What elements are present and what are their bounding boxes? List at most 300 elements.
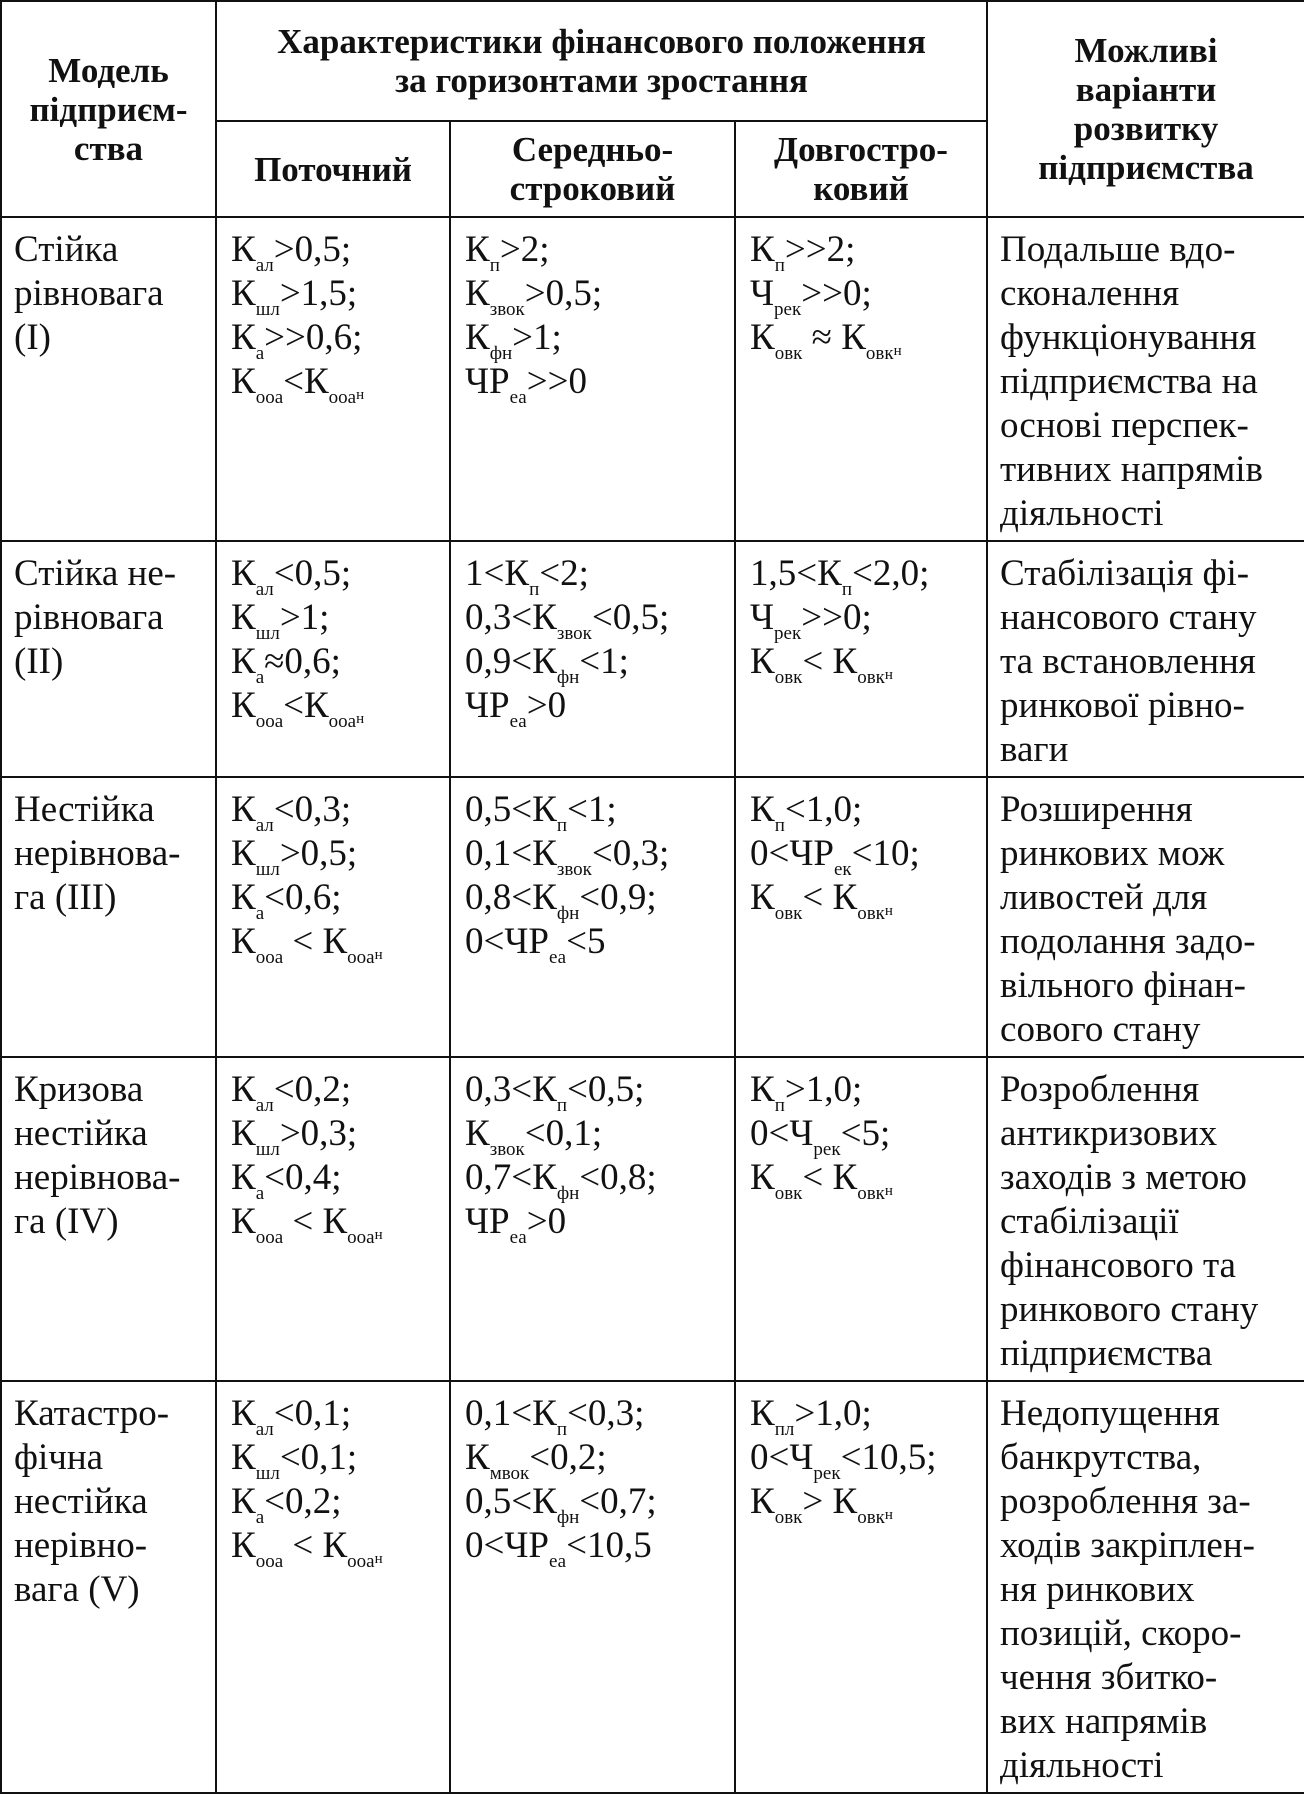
condition-line [465,1112,724,1160]
condition-subscript: ооа [255,1551,284,1572]
condition-value: <0,2; [273,1069,352,1110]
condition-line [465,596,724,644]
condition-symbol: К [465,273,490,314]
current-cell [216,217,450,541]
condition-symbol: К [532,789,557,830]
condition-subsubscript: н [374,1227,383,1243]
variant-cell [987,1057,1304,1381]
header-current [216,121,450,217]
condition-prefix: 0,3< [465,597,533,638]
condition-subscript: а [255,1183,265,1204]
condition-value: <0,3; [273,789,352,830]
condition-line [750,596,976,644]
condition-symbol: Ч [750,273,775,314]
condition-line [465,1200,724,1248]
condition-subscript: п [841,579,852,600]
condition-line [465,552,724,600]
condition-value: < К [283,1201,348,1242]
condition-prefix: 0,7< [465,1157,533,1198]
condition-line [465,920,724,968]
condition-symbol: ЧР [504,921,549,962]
condition-subscript: а [255,1507,265,1528]
condition-prefix: 1< [465,553,505,594]
condition-symbol: К [231,229,256,270]
condition-value: <0,1; [279,1437,358,1478]
condition-value: <0,6; [264,877,342,918]
condition-symbol: К [231,553,256,594]
condition-subscript: шл [255,623,280,644]
condition-value: < К [802,877,858,918]
condition-value: <5; [840,1113,891,1154]
condition-line [231,272,439,320]
midterm-cell [450,1381,735,1793]
condition-subscript: звок [556,623,592,644]
condition-symbol: К [532,1393,557,1434]
condition-value: <2; [539,553,589,594]
condition-line [750,1480,976,1528]
header-variants-text: Можливі варіанти розвитку підприємства [1038,31,1254,187]
condition-subscript: п [774,1095,785,1116]
condition-subscript: рек [774,299,802,320]
condition-subscript: рек [813,1463,841,1484]
condition-symbol: К [532,833,557,874]
condition-value: <5 [566,921,606,962]
condition-value: <К [283,685,329,726]
header-current-text: Поточний [254,149,412,189]
condition-subsubscript: н [884,1507,893,1523]
condition-prefix: 0< [465,921,505,962]
condition-line [231,1524,439,1572]
condition-prefix: 0,9< [465,641,533,682]
condition-symbol: К [750,789,775,830]
condition-subscript: а [255,903,265,924]
condition-subscript: еа [549,1551,567,1572]
model-cell [1,777,216,1057]
condition-value: >1; [279,597,330,638]
condition-line [465,228,724,276]
table-row [1,777,1304,1057]
condition-value: < К [283,1525,348,1566]
condition-line [750,640,976,688]
condition-subscript-2: овк [857,1507,885,1528]
condition-subsubscript: н [884,667,893,683]
condition-line [231,596,439,644]
condition-symbol: К [750,1157,775,1198]
condition-symbol: ЧР [465,685,510,726]
condition-line [750,788,976,836]
current-cell [216,777,450,1057]
condition-line [750,832,976,880]
condition-subscript: рек [774,623,802,644]
condition-subscript: овк [774,667,803,688]
condition-subscript: фн [556,903,580,924]
condition-value: < К [283,921,348,962]
condition-symbol: К [231,877,256,918]
header-longterm [735,121,987,217]
condition-symbol: К [750,1481,775,1522]
condition-value: < К [802,641,858,682]
condition-subscript: п [774,255,785,276]
condition-subscript: ал [255,1095,274,1116]
condition-value: >>0 [526,361,587,402]
condition-subsubscript: н [374,1551,383,1567]
header-model-text: Модель підприєм- ства [29,50,188,168]
condition-subscript: звок [556,859,592,880]
condition-value: >1,0; [784,1069,863,1110]
condition-value: >>2; [784,229,856,270]
variant-cell [987,1381,1304,1793]
midterm-cell [450,217,735,541]
condition-line [465,360,724,408]
condition-subscript: фн [556,667,580,688]
current-cell [216,1057,450,1381]
longterm-cell [735,777,987,1057]
condition-symbol: К [465,1437,490,1478]
condition-value: >2; [499,229,550,270]
condition-symbol: К [231,789,256,830]
condition-symbol: К [231,833,256,874]
condition-value: >0,3; [279,1113,358,1154]
condition-value: < К [802,1157,858,1198]
condition-value: <0,4; [264,1157,342,1198]
condition-value: >0 [526,685,567,726]
condition-subscript: фн [556,1183,580,1204]
condition-symbol: К [231,1069,256,1110]
condition-symbol: К [750,641,775,682]
condition-subscript: ооа [255,1227,284,1248]
condition-value: <0,5; [591,597,670,638]
condition-value: <10,5; [840,1437,937,1478]
condition-symbol: К [465,229,490,270]
condition-line [231,316,439,364]
condition-value: <К [283,361,329,402]
condition-symbol: ЧР [504,1525,549,1566]
midterm-cell [450,541,735,777]
condition-prefix: 0,3< [465,1069,533,1110]
condition-symbol: К [750,1069,775,1110]
model-cell-text: Стійка рівновага (I) [14,229,164,358]
condition-symbol: К [750,317,775,358]
model-cell [1,217,216,541]
table-row [1,217,1304,541]
condition-symbol: К [532,597,557,638]
condition-subscript: п [556,1419,567,1440]
condition-prefix: 0,1< [465,833,533,874]
longterm-cell [735,217,987,541]
condition-symbol: К [231,1393,256,1434]
condition-value: <0,3; [591,833,670,874]
condition-value: <0,5; [566,1069,645,1110]
condition-value: >0,5; [524,273,603,314]
condition-line [750,876,976,924]
condition-subscript: ооа [255,711,284,732]
condition-line [750,552,976,600]
condition-symbol: К [532,1069,557,1110]
condition-value: <0,2; [264,1481,342,1522]
condition-symbol: К [750,877,775,918]
header-midterm [450,121,735,217]
condition-symbol: К [465,317,490,358]
condition-line [465,1392,724,1440]
condition-value: <1; [566,789,617,830]
condition-value: ≈0,6; [264,641,341,682]
condition-symbol: К [231,1201,256,1242]
header-characteristics-text: Характеристики фінансового положення за горизонтами зростання [277,22,926,100]
condition-line [231,920,439,968]
condition-value: <10; [851,833,920,874]
condition-symbol: Ч [789,1437,814,1478]
condition-value: <0,8; [579,1157,657,1198]
model-cell [1,1381,216,1793]
variant-cell-text: Стабілізація фі- нансового стану та встановлення ринкової рівно- ваги [1000,553,1257,770]
header-variants [987,1,1304,217]
condition-subsubscript: н [356,711,365,727]
condition-line [231,1392,439,1440]
condition-line [465,684,724,732]
condition-prefix: 1,5< [750,553,818,594]
condition-symbol: К [231,1113,256,1154]
condition-subsubscript: н [356,387,365,403]
header-model [1,1,216,217]
condition-symbol: Ч [750,597,775,638]
condition-subscript: фн [489,343,513,364]
condition-value: <1; [579,641,629,682]
condition-subscript: рек [813,1139,841,1160]
condition-subscript: шл [255,1139,280,1160]
condition-value: >>0; [801,273,872,314]
condition-symbol: К [465,1113,490,1154]
condition-symbol: К [532,641,557,682]
condition-value: >1,0; [794,1393,872,1434]
condition-subscript: п [556,1095,567,1116]
condition-subscript: п [529,579,540,600]
table-row [1,541,1304,777]
condition-symbol: К [231,921,256,962]
condition-subsubscript: н [884,1183,893,1199]
condition-line [231,360,439,408]
condition-value: ≈ К [802,317,866,358]
condition-subscript: овк [774,1507,803,1528]
condition-symbol: К [231,1157,256,1198]
condition-symbol: К [750,229,775,270]
condition-symbol: К [231,1437,256,1478]
condition-value: <10,5 [566,1525,652,1566]
condition-line [465,1156,724,1204]
variant-cell [987,217,1304,541]
condition-subscript: ал [255,1419,274,1440]
model-cell-text: Катастро- фічна нестійка нерівно- вага (V) [14,1393,170,1610]
condition-value: <0,7; [579,1481,657,1522]
condition-value: <0,1; [524,1113,603,1154]
condition-subscript: овк [774,343,803,364]
condition-line [465,316,724,364]
current-cell [216,541,450,777]
condition-symbol: К [231,685,256,726]
midterm-cell [450,777,735,1057]
condition-subscript: ал [255,255,274,276]
condition-symbol: К [532,1481,557,1522]
model-cell [1,1057,216,1381]
condition-symbol: ЧР [465,361,510,402]
table-body [1,217,1304,1793]
condition-prefix: 0,1< [465,1393,533,1434]
condition-subscript: ооа [255,947,284,968]
condition-prefix: 0< [750,833,790,874]
header-midterm-text: Середньо- строковий [509,130,676,208]
condition-subscript: еа [509,387,527,408]
condition-subscript: п [774,815,785,836]
variant-cell [987,541,1304,777]
condition-subscript: еа [549,947,567,968]
condition-subscript-2: ооа [347,947,375,968]
condition-line [465,1524,724,1572]
condition-line [750,228,976,276]
condition-symbol: К [231,1525,256,1566]
condition-line [231,1156,439,1204]
condition-subsubscript: н [374,947,383,963]
condition-value: >>0; [801,597,872,638]
condition-line [231,832,439,880]
condition-line [465,788,724,836]
condition-line [465,640,724,688]
condition-line [465,272,724,320]
condition-subscript: овк [774,903,803,924]
header-row-1 [1,1,1304,121]
condition-line [231,788,439,836]
variant-cell-text: Подальше вдо- сконалення функціонування підприємства на основі перспек- тивних напрямів діяльності [1000,229,1264,534]
variant-cell-text: Недопущення банкрутства, розроблення за- ходів закріплен- ня ринкових позицій, скоро- чення збитко- вих напрямів діяльності [1000,1393,1255,1786]
condition-prefix: 0,5< [465,789,533,830]
condition-symbol: ЧР [465,1201,510,1242]
condition-subscript-2: ооа [347,1227,375,1248]
header-characteristics [216,1,987,121]
longterm-cell [735,1381,987,1793]
condition-subscript: шл [255,1463,280,1484]
condition-value: <2,0; [851,553,930,594]
condition-symbol: К [231,597,256,638]
condition-line [231,1112,439,1160]
table-row [1,1381,1304,1793]
condition-subscript-2: овк [865,343,894,364]
condition-subscript: еа [509,711,527,732]
condition-line [465,832,724,880]
condition-symbol: К [817,553,842,594]
condition-line [750,1392,976,1440]
condition-subscript-2: ооа [328,387,357,408]
condition-line [231,1068,439,1116]
condition-line [750,1112,976,1160]
current-cell [216,1381,450,1793]
condition-value: <0,2; [529,1437,607,1478]
condition-line [750,1436,976,1484]
condition-line [750,1156,976,1204]
condition-subscript: шл [255,299,280,320]
condition-subscript: фн [556,1507,580,1528]
midterm-cell [450,1057,735,1381]
condition-symbol: К [532,1157,557,1198]
condition-subscript: ал [255,579,274,600]
condition-symbol: К [231,317,256,358]
condition-value: <0,9; [579,877,657,918]
condition-line [231,1480,439,1528]
condition-symbol: К [231,361,256,402]
condition-subscript: ал [255,815,274,836]
variant-cell-text: Розроблення антикризових заходів з метою стабілізації фінансового та ринкового стану підприємства [1000,1069,1259,1374]
condition-prefix: 0< [750,1437,790,1478]
condition-subscript-2: овк [857,903,885,924]
condition-subscript: мвок [489,1463,530,1484]
condition-prefix: 0< [750,1113,790,1154]
condition-line [465,1480,724,1528]
condition-line [750,272,976,320]
condition-line [231,228,439,276]
condition-prefix: 0< [465,1525,505,1566]
longterm-cell [735,1057,987,1381]
condition-symbol: К [231,641,256,682]
condition-subscript: п [556,815,567,836]
model-cell-text: Стійка не- рівновага (II) [14,553,177,682]
condition-line [465,1436,724,1484]
condition-line [231,684,439,732]
condition-value: >0,5; [279,833,358,874]
condition-value: >0 [526,1201,567,1242]
condition-prefix: 0,5< [465,1481,533,1522]
condition-subscript: п [489,255,500,276]
header-longterm-text: Довгостро- ковий [774,130,948,208]
condition-value: <0,5; [273,553,352,594]
condition-symbol: Ч [789,1113,814,1154]
variant-cell-text: Розширення ринкових мож ливостей для подолання задо- вільного фінан- сового стану [1000,789,1256,1050]
condition-subscript-2: овк [857,667,885,688]
condition-subscript-2: ооа [328,711,357,732]
condition-line [750,1068,976,1116]
condition-subscript: звок [489,1139,525,1160]
longterm-cell [735,541,987,777]
condition-value: >1,5; [279,273,358,314]
condition-subscript: звок [489,299,525,320]
condition-line [231,876,439,924]
condition-symbol: К [532,877,557,918]
model-cell-text: Кризова нестійка нерівнова- га (IV) [14,1069,181,1242]
condition-line [750,316,976,364]
condition-prefix: 0,8< [465,877,533,918]
model-cell [1,541,216,777]
condition-subscript-2: ооа [347,1551,375,1572]
condition-symbol: К [231,1481,256,1522]
condition-line [231,552,439,600]
condition-subscript-2: овк [857,1183,885,1204]
condition-line [465,1068,724,1116]
condition-line [231,1436,439,1484]
condition-value: <0,1; [273,1393,352,1434]
condition-subscript: еа [509,1227,527,1248]
condition-line [465,876,724,924]
condition-value: >0,5; [273,229,352,270]
condition-symbol: К [504,553,530,594]
model-cell-text: Нестійка нерівнова- га (III) [14,789,181,918]
condition-subscript: а [255,667,265,688]
condition-subscript: ек [834,859,852,880]
variant-cell [987,777,1304,1057]
condition-subscript: пл [774,1419,795,1440]
condition-value: > К [802,1481,858,1522]
condition-line [231,1200,439,1248]
condition-symbol: К [231,273,256,314]
condition-subscript: шл [255,859,280,880]
condition-subscript: овк [774,1183,803,1204]
condition-subscript: а [255,343,265,364]
condition-value: >1; [512,317,562,358]
